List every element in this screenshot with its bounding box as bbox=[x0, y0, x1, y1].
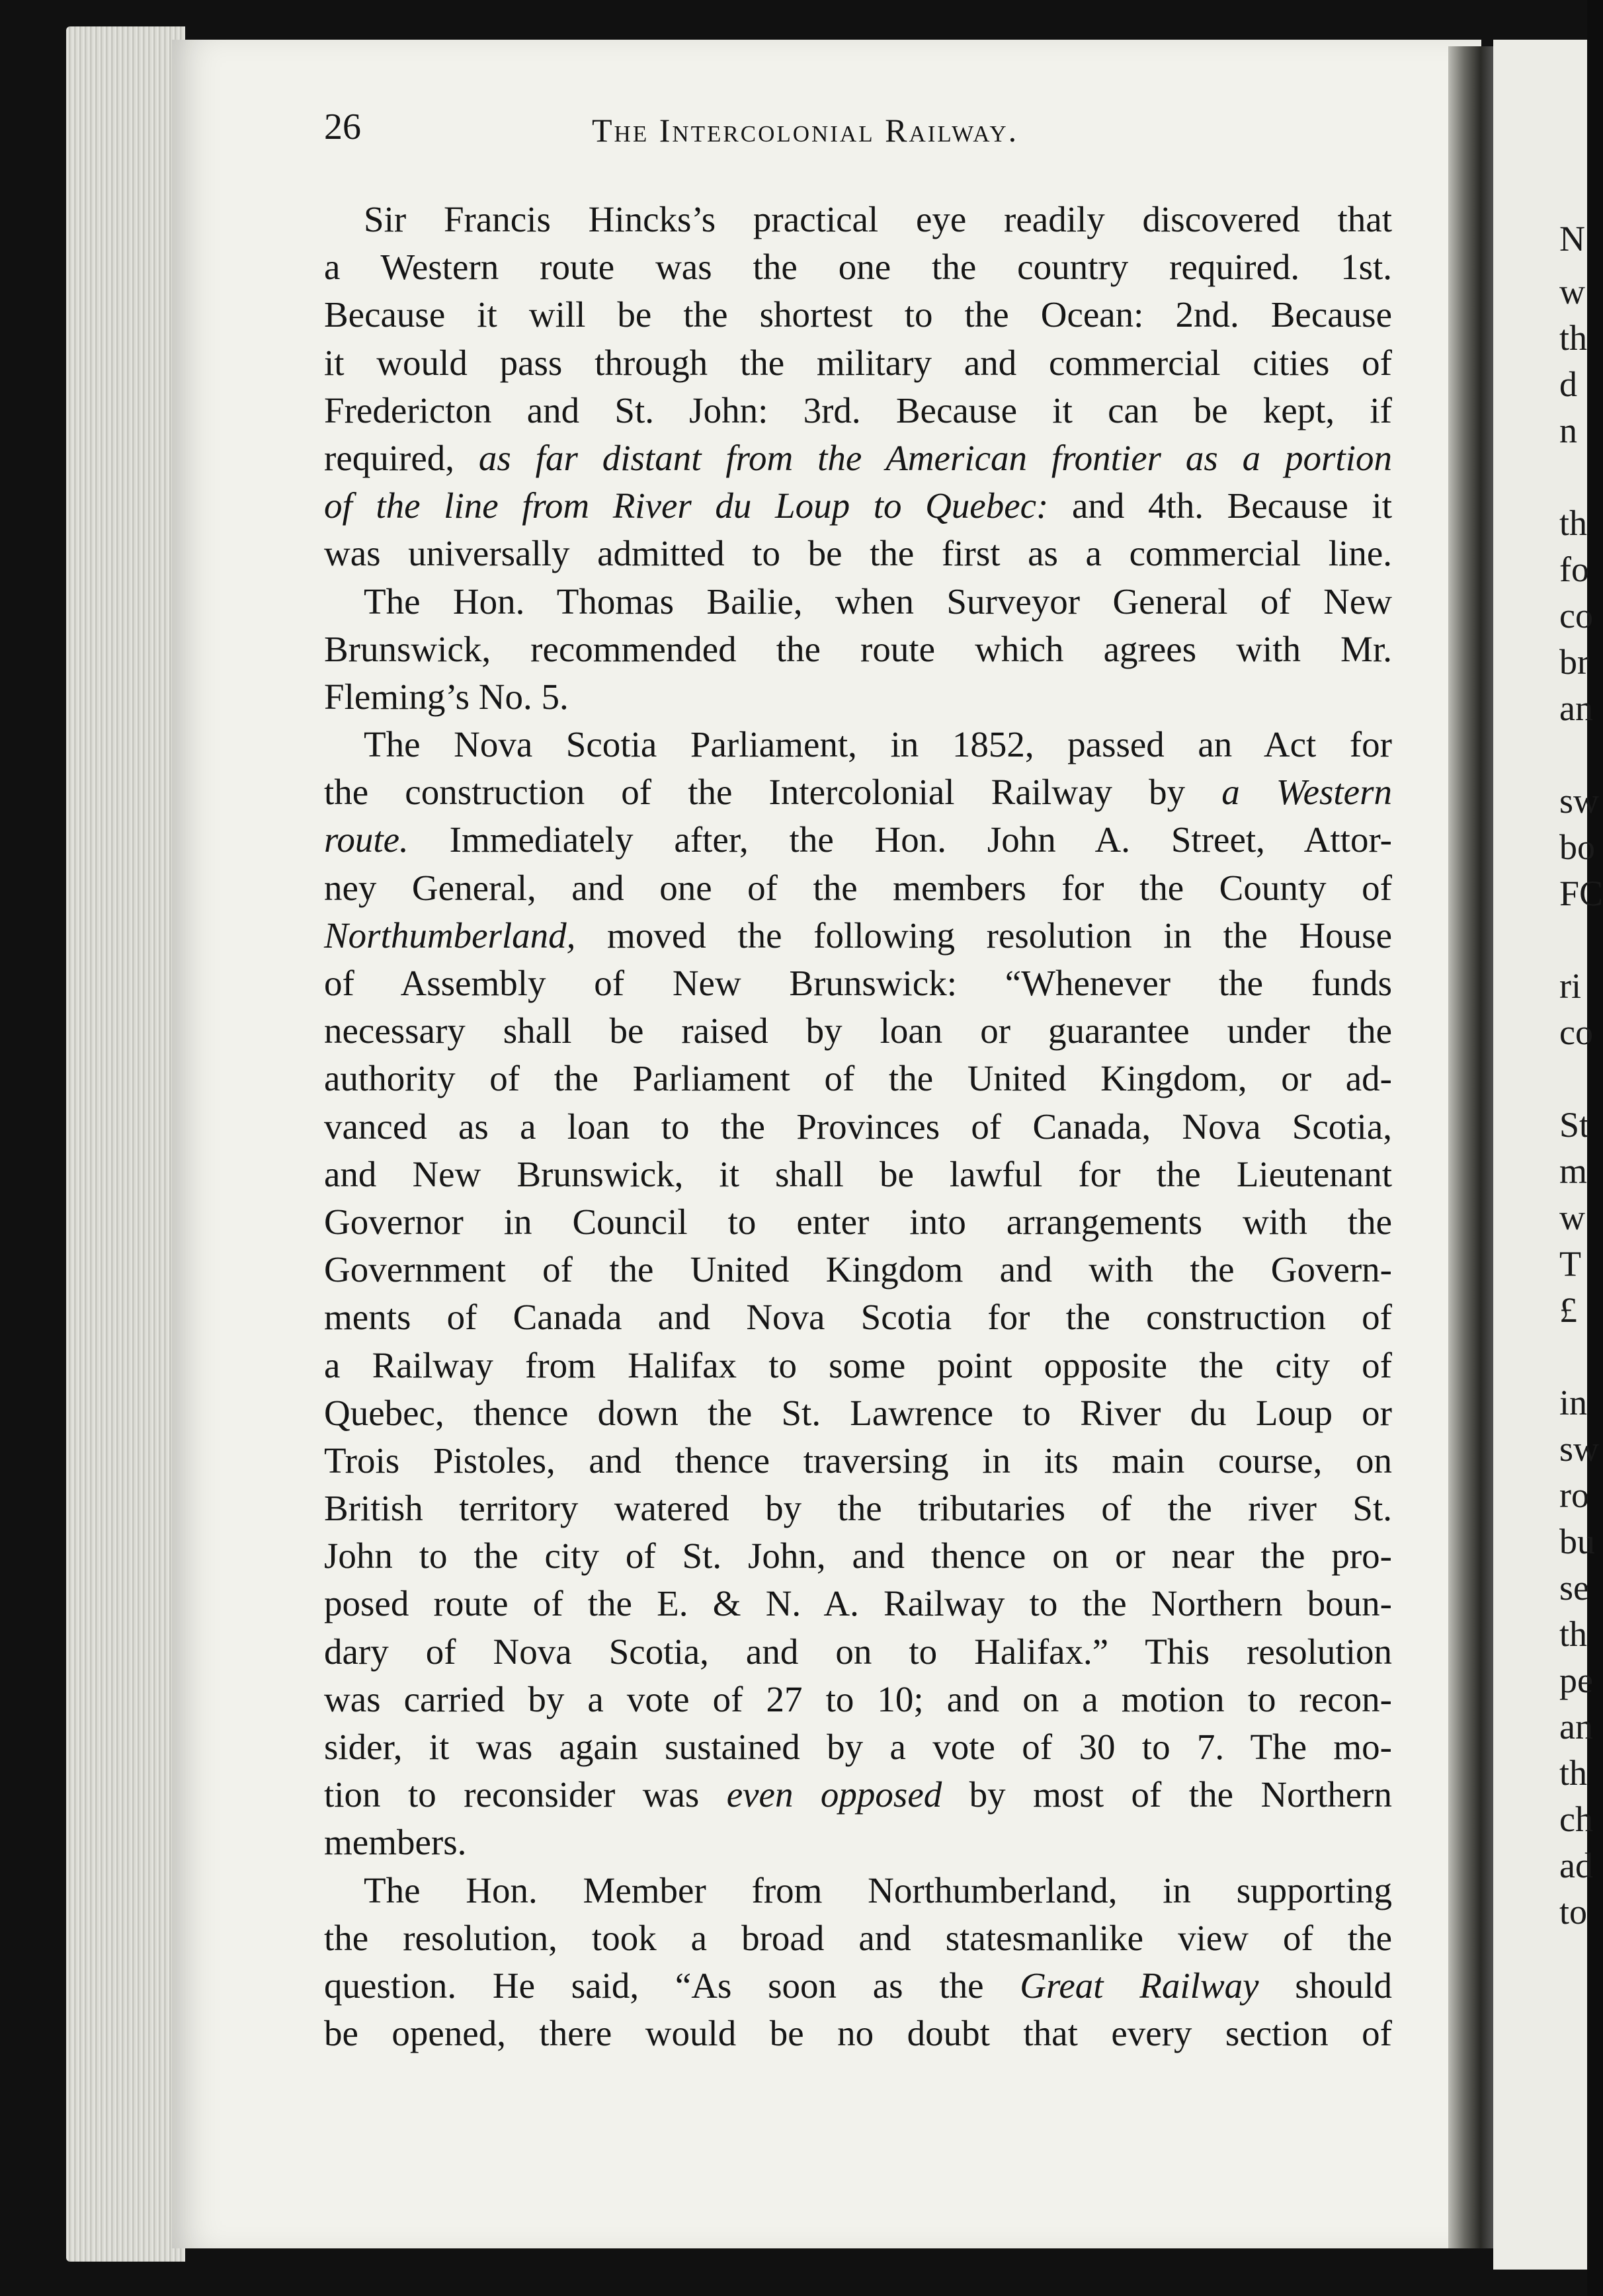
text-line bbox=[324, 1962, 1392, 2010]
text-span: question. He said, “As soon as the bbox=[324, 1965, 1020, 2006]
italic-text: a Western bbox=[1221, 772, 1392, 813]
text-span: Fleming’s No. 5. bbox=[324, 676, 569, 717]
text-span: required, bbox=[324, 437, 479, 478]
text-line bbox=[324, 1867, 1392, 1914]
facing-page-fragment: an bbox=[1559, 1707, 1593, 1746]
text-line bbox=[324, 1580, 1392, 1627]
text-span: Quebec, thence down the St. Lawrence to River du Loup or bbox=[324, 1392, 1392, 1433]
text-line bbox=[324, 1676, 1392, 1723]
facing-page bbox=[1493, 40, 1603, 2270]
text-span: by most of the Northern bbox=[942, 1774, 1392, 1815]
facing-page-fragment: ro bbox=[1559, 1475, 1589, 1515]
text-span: be opened, there would be no doubt that every section of bbox=[324, 2013, 1392, 2054]
text-line bbox=[324, 482, 1392, 530]
text-line bbox=[324, 1293, 1392, 1341]
facing-page-fragment: sw bbox=[1559, 781, 1600, 821]
text-span: authority of the Parliament of the United Kingdom, or ad- bbox=[324, 1058, 1392, 1099]
facing-page-fragment: St bbox=[1559, 1105, 1590, 1145]
text-line bbox=[324, 1437, 1392, 1485]
facing-page-fragment: th bbox=[1559, 503, 1588, 543]
facing-page-fragment: d bbox=[1559, 364, 1577, 404]
text-line bbox=[324, 2010, 1392, 2057]
text-line bbox=[324, 243, 1392, 291]
text-span: Sir Francis Hincks’s practical eye readily discovered that bbox=[364, 199, 1392, 239]
text-span: The Nova Scotia Parliament, in 1852, passed an Act for bbox=[364, 724, 1392, 765]
page-number: 26 bbox=[324, 106, 361, 147]
text-line bbox=[324, 434, 1392, 482]
facing-page-fragment: ch bbox=[1559, 1799, 1593, 1839]
facing-page-fragment: th bbox=[1559, 1614, 1588, 1654]
text-line bbox=[324, 1246, 1392, 1293]
text-span: the construction of the Intercolonial Railway by bbox=[324, 772, 1222, 813]
text-line bbox=[324, 1628, 1392, 1676]
text-line bbox=[324, 1723, 1392, 1771]
facing-page-fragment: m bbox=[1559, 1151, 1588, 1191]
facing-page-fragment: br bbox=[1559, 642, 1589, 682]
text-span: Trois Pistoles, and thence traversing in its main course, on bbox=[324, 1440, 1392, 1481]
text-span: John to the city of St. John, and thence on or near the pro- bbox=[324, 1536, 1392, 1577]
facing-page-fragment: co bbox=[1559, 1012, 1593, 1052]
facing-page-fragment: sw bbox=[1559, 1429, 1600, 1469]
text-line bbox=[324, 768, 1392, 816]
facing-page-fragment: w bbox=[1559, 272, 1585, 311]
italic-text: Great Railway bbox=[1020, 1965, 1259, 2006]
facing-page-fragment: th bbox=[1559, 318, 1588, 358]
text-span: dary of Nova Scotia, and on to Halifax.” This resolution bbox=[324, 1631, 1392, 1672]
text-span: a Railway from Halifax to some point opposite the city of bbox=[324, 1344, 1392, 1385]
text-span: British territory watered by the tributaries of the river St. bbox=[324, 1488, 1392, 1529]
facing-page-fragment: bu bbox=[1559, 1522, 1595, 1561]
text-span: and 4th. Because it bbox=[1048, 485, 1392, 526]
page-edges bbox=[66, 26, 185, 2262]
text-span: Governor in Council to enter into arrangements with the bbox=[324, 1201, 1392, 1242]
facing-page-fragment: £ bbox=[1559, 1290, 1577, 1330]
text-line bbox=[324, 1532, 1392, 1580]
text-line bbox=[324, 1007, 1392, 1055]
text-span: was carried by a vote of 27 to 10; and on a motion to recon- bbox=[324, 1678, 1392, 1719]
text-line bbox=[324, 1198, 1392, 1246]
facing-page-fragment: to bbox=[1559, 1892, 1588, 1932]
facing-page-fragment: th bbox=[1559, 1753, 1588, 1793]
facing-page-fragment: se bbox=[1559, 1568, 1589, 1608]
text-line bbox=[324, 816, 1392, 864]
facing-page-fragment: in bbox=[1559, 1383, 1588, 1422]
facing-page-fragment: fo bbox=[1559, 550, 1589, 589]
italic-text: as far distant from the American frontier as a portion bbox=[478, 437, 1392, 478]
text-line bbox=[324, 1389, 1392, 1437]
text-span: sider, it was again sustained by a vote of 30 to 7. The mo- bbox=[324, 1727, 1392, 1767]
text-line bbox=[324, 1342, 1392, 1389]
facing-page-fragment: an bbox=[1559, 688, 1593, 728]
text-span: and New Brunswick, it shall be lawful for the Lieutenant bbox=[324, 1153, 1392, 1194]
text-span: necessary shall be raised by loan or guarantee under the bbox=[324, 1010, 1392, 1051]
italic-text: Northumberland, bbox=[324, 915, 576, 956]
facing-page-fragment: ad bbox=[1559, 1846, 1593, 1885]
italic-text: even opposed bbox=[726, 1774, 942, 1815]
text-span: vanced as a loan to the Provinces of Canada, Nova Scotia, bbox=[324, 1106, 1392, 1147]
text-line bbox=[324, 864, 1392, 912]
book-gutter bbox=[1448, 46, 1495, 2248]
text-line bbox=[324, 960, 1392, 1007]
text-line bbox=[324, 196, 1392, 243]
text-span: ney General, and one of the members for the County of bbox=[324, 867, 1392, 908]
text-span: Immediately after, the Hon. John A. Street, Attor- bbox=[408, 819, 1392, 860]
text-line bbox=[324, 387, 1392, 434]
facing-page-fragment: FC bbox=[1559, 874, 1603, 913]
text-span: ments of Canada and Nova Scotia for the construction of bbox=[324, 1297, 1392, 1338]
text-line bbox=[324, 721, 1392, 768]
running-head bbox=[324, 106, 1382, 159]
text-line bbox=[324, 1055, 1392, 1102]
text-span: posed route of the E. & N. A. Railway to the Northern boun- bbox=[324, 1583, 1392, 1624]
body-text bbox=[324, 196, 1392, 2057]
text-line bbox=[324, 1485, 1392, 1532]
text-span: a Western route was the one the country required. 1st. bbox=[324, 247, 1392, 288]
text-line bbox=[324, 1819, 1392, 1866]
text-line bbox=[324, 626, 1392, 673]
text-line bbox=[324, 1771, 1392, 1819]
text-line bbox=[324, 1914, 1392, 1962]
facing-page-fragment: T bbox=[1559, 1244, 1581, 1284]
italic-text: of the line from River du Loup to Quebec: bbox=[324, 485, 1049, 526]
facing-page-fragment: N bbox=[1559, 219, 1585, 259]
text-line bbox=[324, 578, 1392, 626]
text-span: members. bbox=[324, 1822, 467, 1863]
text-span: Because it will be the shortest to the Ocean: 2nd. Because bbox=[324, 294, 1392, 335]
text-span: it would pass through the military and commercial cities of bbox=[324, 342, 1392, 383]
facing-page-fragment: w bbox=[1559, 1198, 1585, 1237]
text-span: the resolution, took a broad and statesmanlike view of the bbox=[324, 1917, 1392, 1958]
facing-page-fragment: co bbox=[1559, 596, 1593, 636]
text-line bbox=[324, 673, 1392, 721]
text-span: Government of the United Kingdom and with the Govern- bbox=[324, 1249, 1392, 1290]
text-span: moved the following resolution in the House bbox=[575, 915, 1392, 956]
text-line bbox=[324, 291, 1392, 339]
text-span: of Assembly of New Brunswick: “Whenever the funds bbox=[324, 963, 1392, 1003]
facing-page-fragment: ri bbox=[1559, 966, 1581, 1006]
text-span: was universally admitted to be the first as a commercial line. bbox=[324, 533, 1392, 574]
running-title: The Intercolonial Railway. bbox=[592, 112, 1019, 149]
text-span: Brunswick, recommended the route which agrees with Mr. bbox=[324, 628, 1392, 669]
facing-page-fragment: bo bbox=[1559, 827, 1595, 867]
text-line bbox=[324, 1151, 1392, 1198]
facing-page-fragment: pe bbox=[1559, 1660, 1593, 1700]
text-line bbox=[324, 912, 1392, 960]
text-line bbox=[324, 339, 1392, 387]
text-span: The Hon. Thomas Bailie, when Surveyor General of New bbox=[364, 581, 1392, 622]
italic-text: route. bbox=[324, 819, 409, 860]
text-line bbox=[324, 530, 1392, 577]
facing-page-fragment: n bbox=[1559, 411, 1577, 450]
text-span: should bbox=[1258, 1965, 1392, 2006]
text-span: The Hon. Member from Northumberland, in supporting bbox=[364, 1869, 1392, 1910]
text-line bbox=[324, 1103, 1392, 1151]
text-span: tion to reconsider was bbox=[324, 1774, 727, 1815]
text-span: Fredericton and St. John: 3rd. Because it can be kept, if bbox=[324, 390, 1392, 430]
